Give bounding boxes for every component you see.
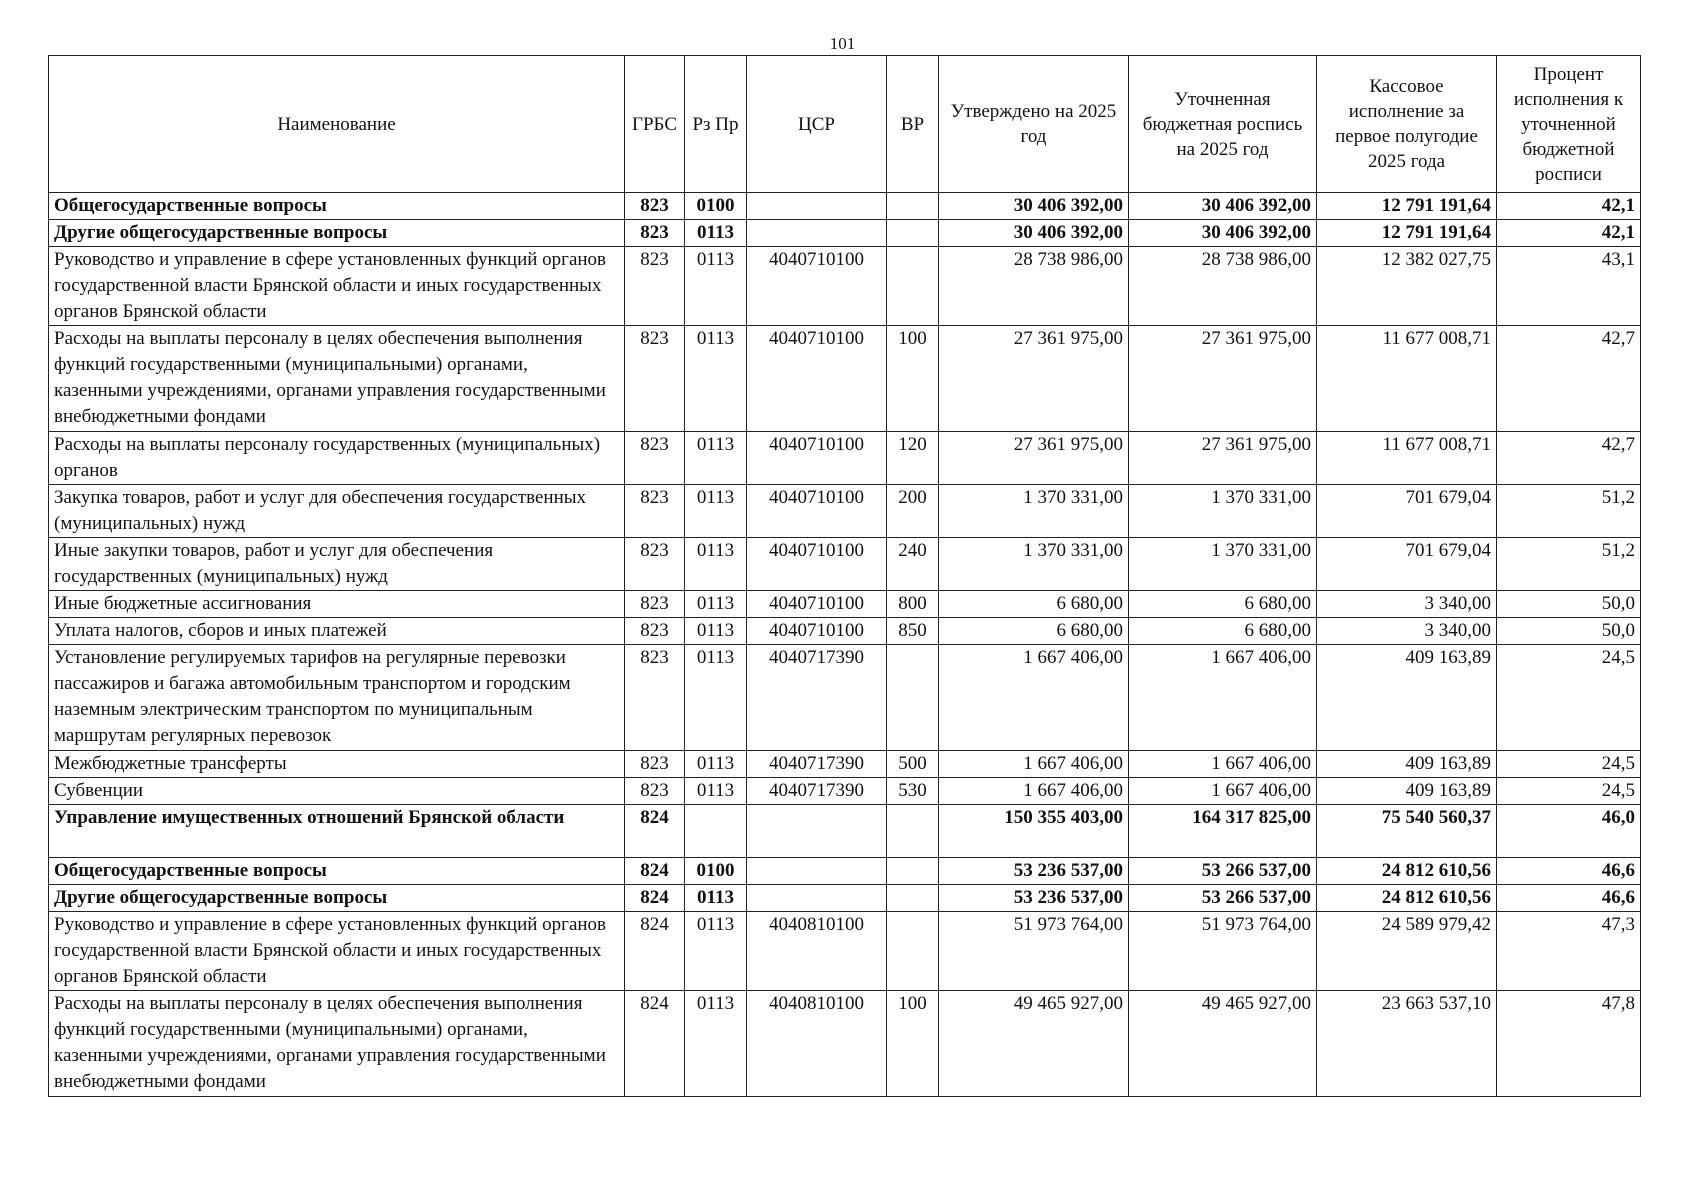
- row-cash: 24 589 979,42: [1317, 912, 1497, 991]
- header-vr: ВР: [887, 56, 939, 193]
- row-approved: 53 236 537,00: [939, 858, 1129, 885]
- row-grbs: 823: [625, 538, 685, 591]
- header-name: Наименование: [49, 56, 625, 193]
- row-approved: 6 680,00: [939, 618, 1129, 645]
- table-row: [49, 485, 1641, 538]
- header-csr: ЦСР: [747, 56, 887, 193]
- row-cash: 409 163,89: [1317, 751, 1497, 778]
- row-refined: 51 973 764,00: [1129, 912, 1317, 991]
- row-rzpr: 0113: [685, 885, 747, 912]
- row-grbs: 824: [625, 885, 685, 912]
- row-csr: 4040710100: [747, 538, 887, 591]
- row-name: Расходы на выплаты персоналу в целях обеспечения выполнения функций государственными (муниципальными) органами, казенными учреждениями, органами управления государственными внебюджетными фондами: [49, 991, 625, 1097]
- row-grbs: 823: [625, 247, 685, 326]
- row-grbs: 823: [625, 645, 685, 751]
- row-approved: 51 973 764,00: [939, 912, 1129, 991]
- budget-execution-table: [48, 55, 1641, 1097]
- row-cash: 701 679,04: [1317, 538, 1497, 591]
- row-csr: 4040710100: [747, 591, 887, 618]
- row-cash: 409 163,89: [1317, 645, 1497, 751]
- row-vr: [887, 805, 939, 858]
- table-row: [49, 991, 1641, 1097]
- row-cash: 11 677 008,71: [1317, 326, 1497, 432]
- row-grbs: 824: [625, 858, 685, 885]
- row-percent: 24,5: [1497, 645, 1641, 751]
- row-csr: 4040710100: [747, 485, 887, 538]
- table-row: [49, 618, 1641, 645]
- row-percent: 42,1: [1497, 193, 1641, 220]
- row-refined: 6 680,00: [1129, 618, 1317, 645]
- row-vr: 800: [887, 591, 939, 618]
- row-vr: 100: [887, 326, 939, 432]
- row-grbs: 823: [625, 485, 685, 538]
- table-row: [49, 858, 1641, 885]
- row-approved: 1 370 331,00: [939, 485, 1129, 538]
- row-name: Иные закупки товаров, работ и услуг для обеспечения государственных (муниципальных) нужд: [49, 538, 625, 591]
- row-approved: 27 361 975,00: [939, 326, 1129, 432]
- row-cash: 24 812 610,56: [1317, 885, 1497, 912]
- row-refined: 53 266 537,00: [1129, 885, 1317, 912]
- table-row: [49, 751, 1641, 778]
- header-approved: Утверждено на 2025 год: [939, 56, 1129, 193]
- row-rzpr: 0113: [685, 591, 747, 618]
- row-refined: 1 370 331,00: [1129, 538, 1317, 591]
- row-rzpr: 0113: [685, 326, 747, 432]
- row-csr: 4040710100: [747, 247, 887, 326]
- row-vr: [887, 858, 939, 885]
- row-vr: 120: [887, 432, 939, 485]
- row-name: Управление имущественных отношений Брянской области: [49, 805, 625, 858]
- row-refined: 27 361 975,00: [1129, 432, 1317, 485]
- row-grbs: 824: [625, 991, 685, 1097]
- row-csr: [747, 885, 887, 912]
- row-name: Общегосударственные вопросы: [49, 193, 625, 220]
- row-name: Закупка товаров, работ и услуг для обеспечения государственных (муниципальных) нужд: [49, 485, 625, 538]
- row-refined: 164 317 825,00: [1129, 805, 1317, 858]
- row-approved: 49 465 927,00: [939, 991, 1129, 1097]
- row-percent: 51,2: [1497, 485, 1641, 538]
- row-grbs: 823: [625, 618, 685, 645]
- header-grbs: ГРБС: [625, 56, 685, 193]
- table-row: [49, 912, 1641, 991]
- row-name: Руководство и управление в сфере установленных функций органов государственной власти Брянской области и иных государственных органов Брянской области: [49, 912, 625, 991]
- row-vr: 240: [887, 538, 939, 591]
- row-vr: [887, 645, 939, 751]
- row-grbs: 823: [625, 326, 685, 432]
- row-name: Расходы на выплаты персоналу государственных (муниципальных) органов: [49, 432, 625, 485]
- row-percent: 42,7: [1497, 432, 1641, 485]
- row-percent: 42,1: [1497, 220, 1641, 247]
- row-percent: 46,6: [1497, 885, 1641, 912]
- row-name: Установление регулируемых тарифов на регулярные перевозки пассажиров и багажа автомобильным транспортом и городским наземным электрическим транспортом по муниципальным маршрутам регулярных перевозок: [49, 645, 625, 751]
- row-cash: 23 663 537,10: [1317, 991, 1497, 1097]
- row-rzpr: 0113: [685, 751, 747, 778]
- row-grbs: 824: [625, 912, 685, 991]
- row-rzpr: 0113: [685, 538, 747, 591]
- table-row: [49, 885, 1641, 912]
- row-csr: 4040810100: [747, 991, 887, 1097]
- row-approved: 1 370 331,00: [939, 538, 1129, 591]
- row-name: Другие общегосударственные вопросы: [49, 220, 625, 247]
- row-name: Общегосударственные вопросы: [49, 858, 625, 885]
- table-row: [49, 805, 1641, 858]
- row-rzpr: 0113: [685, 618, 747, 645]
- row-rzpr: 0100: [685, 858, 747, 885]
- header-refined: Уточненная бюджетная роспись на 2025 год: [1129, 56, 1317, 193]
- row-grbs: 823: [625, 193, 685, 220]
- table-row: [49, 778, 1641, 805]
- row-grbs: 823: [625, 220, 685, 247]
- row-percent: 50,0: [1497, 591, 1641, 618]
- row-name: Уплата налогов, сборов и иных платежей: [49, 618, 625, 645]
- row-cash: 24 812 610,56: [1317, 858, 1497, 885]
- row-cash: 3 340,00: [1317, 591, 1497, 618]
- row-vr: [887, 193, 939, 220]
- row-vr: 850: [887, 618, 939, 645]
- row-vr: 500: [887, 751, 939, 778]
- table-row: [49, 432, 1641, 485]
- row-csr: 4040710100: [747, 432, 887, 485]
- row-rzpr: 0113: [685, 220, 747, 247]
- row-percent: 24,5: [1497, 751, 1641, 778]
- row-name: Расходы на выплаты персоналу в целях обеспечения выполнения функций государственными (муниципальными) органами, казенными учреждениями, органами управления государственными внебюджетными фондами: [49, 326, 625, 432]
- page-number: 101: [829, 34, 856, 53]
- table-row: [49, 538, 1641, 591]
- row-approved: 53 236 537,00: [939, 885, 1129, 912]
- row-approved: 150 355 403,00: [939, 805, 1129, 858]
- row-percent: 47,8: [1497, 991, 1641, 1097]
- row-cash: 11 677 008,71: [1317, 432, 1497, 485]
- row-csr: 4040710100: [747, 326, 887, 432]
- row-approved: 1 667 406,00: [939, 778, 1129, 805]
- row-refined: 49 465 927,00: [1129, 991, 1317, 1097]
- row-approved: 1 667 406,00: [939, 751, 1129, 778]
- row-vr: [887, 247, 939, 326]
- row-refined: 30 406 392,00: [1129, 193, 1317, 220]
- row-rzpr: [685, 805, 747, 858]
- row-vr: 100: [887, 991, 939, 1097]
- row-vr: [887, 912, 939, 991]
- row-percent: 50,0: [1497, 618, 1641, 645]
- row-name: Межбюджетные трансферты: [49, 751, 625, 778]
- row-approved: 30 406 392,00: [939, 220, 1129, 247]
- table-row: [49, 247, 1641, 326]
- row-vr: 530: [887, 778, 939, 805]
- row-cash: 12 382 027,75: [1317, 247, 1497, 326]
- row-cash: 701 679,04: [1317, 485, 1497, 538]
- row-cash: 75 540 560,37: [1317, 805, 1497, 858]
- row-cash: 12 791 191,64: [1317, 220, 1497, 247]
- row-percent: 42,7: [1497, 326, 1641, 432]
- row-rzpr: 0113: [685, 485, 747, 538]
- row-csr: 4040810100: [747, 912, 887, 991]
- row-refined: 6 680,00: [1129, 591, 1317, 618]
- row-approved: 28 738 986,00: [939, 247, 1129, 326]
- table-header-row: [49, 56, 1641, 193]
- row-refined: 1 370 331,00: [1129, 485, 1317, 538]
- row-rzpr: 0113: [685, 247, 747, 326]
- row-csr: [747, 220, 887, 247]
- row-refined: 30 406 392,00: [1129, 220, 1317, 247]
- row-csr: [747, 193, 887, 220]
- row-cash: 3 340,00: [1317, 618, 1497, 645]
- row-name: Руководство и управление в сфере установленных функций органов государственной власти Брянской области и иных государственных органов Брянской области: [49, 247, 625, 326]
- row-percent: 46,0: [1497, 805, 1641, 858]
- row-percent: 47,3: [1497, 912, 1641, 991]
- row-csr: [747, 805, 887, 858]
- row-vr: [887, 885, 939, 912]
- row-refined: 27 361 975,00: [1129, 326, 1317, 432]
- row-approved: 1 667 406,00: [939, 645, 1129, 751]
- row-csr: 4040717390: [747, 778, 887, 805]
- row-grbs: 824: [625, 805, 685, 858]
- row-grbs: 823: [625, 591, 685, 618]
- table-row: [49, 591, 1641, 618]
- row-cash: 12 791 191,64: [1317, 193, 1497, 220]
- row-csr: [747, 858, 887, 885]
- header-cash: Кассовое исполнение за первое полугодие 2025 года: [1317, 56, 1497, 193]
- table-row: [49, 645, 1641, 751]
- row-approved: 27 361 975,00: [939, 432, 1129, 485]
- row-refined: 28 738 986,00: [1129, 247, 1317, 326]
- row-rzpr: 0113: [685, 991, 747, 1097]
- row-name: Иные бюджетные ассигнования: [49, 591, 625, 618]
- row-grbs: 823: [625, 432, 685, 485]
- row-approved: 6 680,00: [939, 591, 1129, 618]
- row-csr: 4040717390: [747, 751, 887, 778]
- row-vr: 200: [887, 485, 939, 538]
- row-percent: 24,5: [1497, 778, 1641, 805]
- row-rzpr: 0113: [685, 778, 747, 805]
- table-row: [49, 193, 1641, 220]
- row-grbs: 823: [625, 778, 685, 805]
- row-name: Другие общегосударственные вопросы: [49, 885, 625, 912]
- row-csr: 4040717390: [747, 645, 887, 751]
- table-row: [49, 326, 1641, 432]
- row-name: Субвенции: [49, 778, 625, 805]
- row-rzpr: 0113: [685, 432, 747, 485]
- row-percent: 46,6: [1497, 858, 1641, 885]
- table-row: [49, 220, 1641, 247]
- row-refined: 53 266 537,00: [1129, 858, 1317, 885]
- row-csr: 4040710100: [747, 618, 887, 645]
- row-grbs: 823: [625, 751, 685, 778]
- row-cash: 409 163,89: [1317, 778, 1497, 805]
- header-percent: Процент исполнения к уточненной бюджетной росписи: [1497, 56, 1641, 193]
- header-rzpr: Рз Пр: [685, 56, 747, 193]
- row-refined: 1 667 406,00: [1129, 778, 1317, 805]
- row-vr: [887, 220, 939, 247]
- row-rzpr: 0100: [685, 193, 747, 220]
- row-approved: 30 406 392,00: [939, 193, 1129, 220]
- row-percent: 43,1: [1497, 247, 1641, 326]
- row-rzpr: 0113: [685, 912, 747, 991]
- row-rzpr: 0113: [685, 645, 747, 751]
- row-refined: 1 667 406,00: [1129, 645, 1317, 751]
- row-refined: 1 667 406,00: [1129, 751, 1317, 778]
- row-percent: 51,2: [1497, 538, 1641, 591]
